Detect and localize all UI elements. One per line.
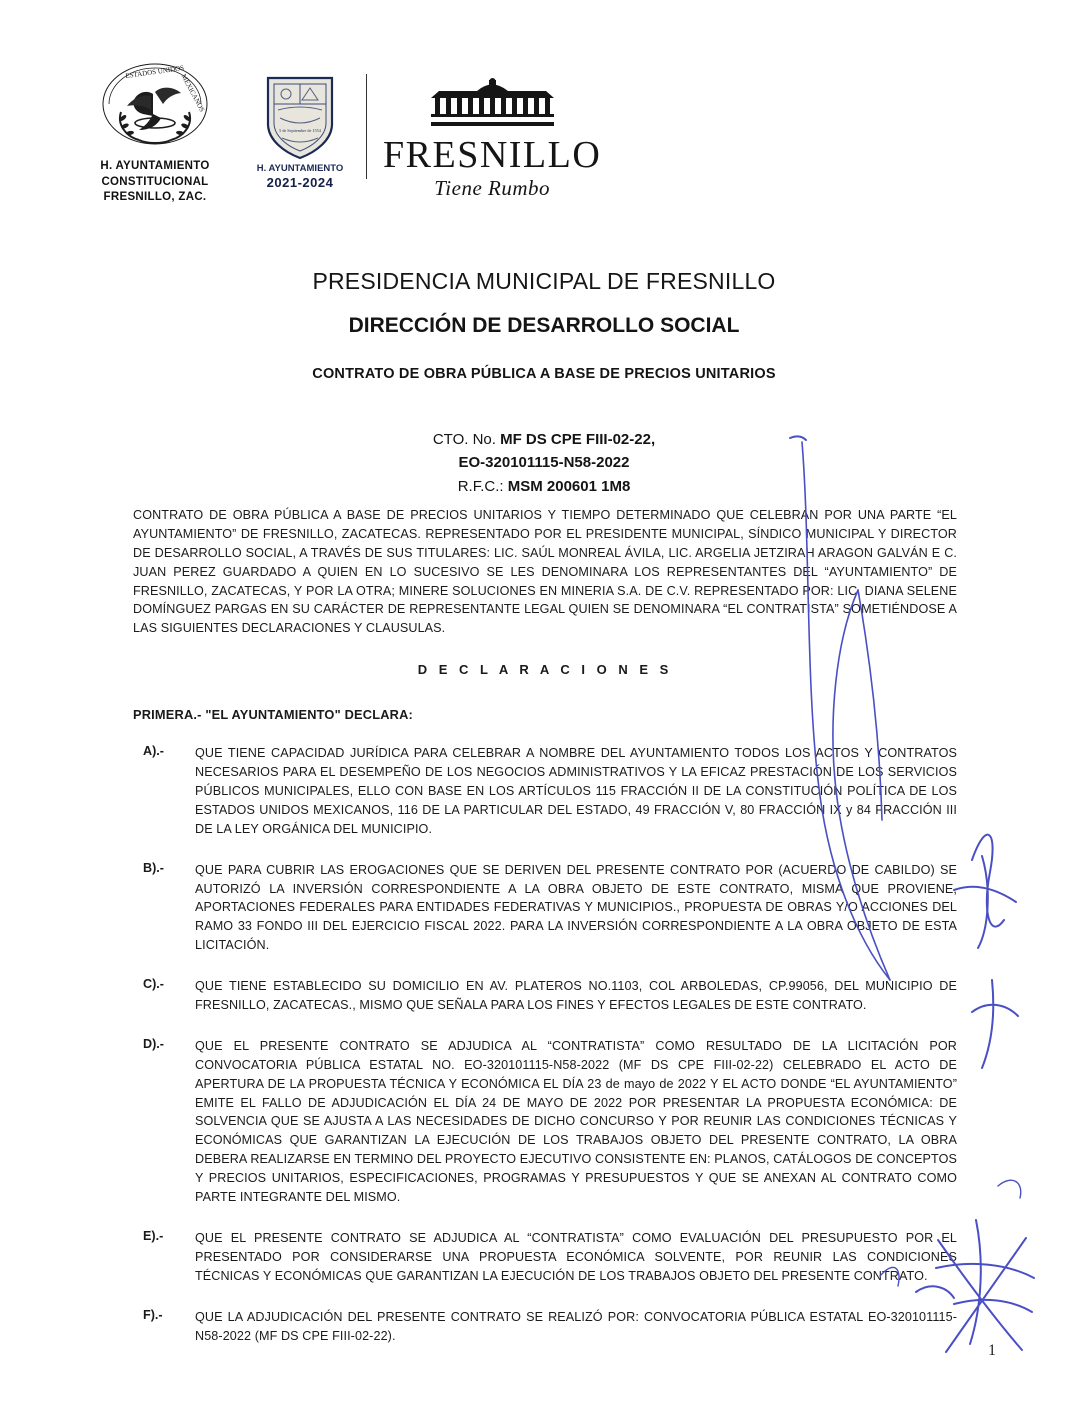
clause-text: QUE LA ADJUDICACIÓN DEL PRESENTE CONTRATO SE REALIZÓ POR: CONVOCATORIA PÚBLICA ESTATAL EO-320101115-N58-2022 (MF DS CPE FIII-02-22).: [195, 1309, 957, 1343]
shield-icon: [262, 74, 338, 160]
document-subtitle: CONTRATO DE OBRA PÚBLICA A BASE DE PRECIOS UNITARIOS: [312, 366, 776, 382]
rfc-line: [0, 475, 1088, 498]
clause-item: [133, 1308, 957, 1346]
clause-item: [133, 744, 957, 838]
shield-years: 2021-2024: [266, 175, 334, 191]
intro-paragraph: CONTRATO DE OBRA PÚBLICA A BASE DE PRECIOS UNITARIOS Y TIEMPO DETERMINADO QUE CELEBRAN POR UNA PARTE “EL AYUNTAMIENTO” DE FRESNILLO, ZACATECAS. REPRESENTADO POR EL PRESIDENTE MUNICIPAL, SÍNDICO MUNICIPAL Y DIRECTOR DE DESARROLLO SOCIAL, A TRAVÉS DE SUS TITULARES: LIC. SAÚL MONREAL ÁVILA, LIC. ARGELIA JETZIRAH ARAGON GALVÁN E C. JUAN PEREZ GUARDADO A QUIEN EN LO SUCESIVO SE LES DENOMINARA LOS REPRESENTANTES DEL “AYUNTAMIENTO” DE FRESNILLO, ZACATECAS, Y POR LA OTRA; MINERE SOLUCIONES EN MINERIA S.A. DE C.V. REPRESENTADO POR: LIC. DIANA SELENE DOMÍNGUEZ PARGAS EN SU CARÁCTER DE REPRESENTANTE LEGAL QUIEN SE DENOMINARA “EL CONTRATISTA” SOMETIÉNDOSE A LAS SIGUIENTES DECLARACIONES Y CLAUSULAS.: [133, 508, 957, 636]
national-coat-of-arms-logo: [70, 60, 240, 206]
contract-number-value: MF DS CPE FIII-02-22,: [500, 431, 656, 448]
clause-label: F).-: [143, 1307, 163, 1322]
declarations-heading: D E C L A R A C I O N E S: [417, 662, 673, 678]
page-title: PRESIDENCIA MUNICIPAL DE FRESNILLO: [312, 268, 776, 294]
clause-label: A).-: [143, 744, 164, 759]
rfc-value: MSM 200601 1M8: [507, 477, 631, 495]
svg-text:5 de Septiembre de 1554: 5 de Septiembre de 1554: [279, 128, 321, 133]
rfc-label: R.F.C.:: [457, 477, 504, 495]
municipal-shield-logo: [240, 60, 360, 190]
document-header: [70, 60, 630, 240]
document-body: [133, 506, 957, 1345]
header-divider: [366, 74, 367, 179]
clause-text: QUE TIENE CAPACIDAD JURÍDICA PARA CELEBRAR A NOMBRE DEL AYUNTAMIENTO TODOS LOS ACTOS Y CONTRATOS NECESARIOS PARA EL DESEMPEÑO DE LOS NEGOCIOS ADMINISTRATIVOS Y LA EFICAZ PRESTACIÓN DE LOS SERVICIOS PÚBLICOS MUNICIPALES, ELLO CON BASE EN LOS ARTÍCULOS 115 FRACCIÓN II DE LA CONSTITUCIÓN POLÍTICA DE LOS ESTADOS UNIDOS MEXICANOS, 116 DE LA PARTICULAR DEL ESTADO, 49 FRACCIÓN V, 80 FRACCIÓN IX y 84 FRACCIÓN III DE LA LEY ORGÁNICA DEL MUNICIPIO.: [195, 746, 957, 836]
clause-label: E).-: [143, 1228, 164, 1243]
clause-label: D).-: [143, 1036, 164, 1051]
clause-text: QUE EL PRESENTE CONTRATO SE ADJUDICA AL “CONTRATISTA” COMO RESULTADO DE LA LICITACIÓN POR CONVOCATORIA PÚBLICA ESTATAL NO. EO-320101115-N58-2022 (MF DS CPE FIII-02-22) CELEBRADO EL ACTO DE APERTURA DE LA PROPUESTA TÉCNICA Y ECONÓMICA EL DÍA 23 de mayo de 2022 Y EL ACTO DONDE “EL AYUNTAMIENTO” EMITE EL FALLO DE ADJUDICACIÓN EL DÍA 24 DE MAYO DE 2022 POR PRESENTAR LA PROPUESTA ECONÓMICA: DE SOLVENCIA QUE SE AJUSTA A LAS NECESIDADES DE DICHO CONCURSO Y POR REUNIR LAS CONDICIONES TÉCNICAS Y ECONÓMICAS QUE GARANTIZAN LA EJECUCIÓN DE LOS TRABAJOS OBJETO DEL PRESENTE CONTRATO, LA OBRA DEBERA REALIZARSE EN TERMINO DEL PROYECTO EJECUTIVO CONSISTENTE EN: PLANOS, CATÁLOGOS DE CONCEPTOS Y PRECIOS UNITARIOS, ESPECIFICACIONES, PROGRAMAS Y PRESUPUESTOS Y QUE SE ANEXAN AL CONTRATO COMO PARTE INTEGRANTE DEL MISMO.: [195, 1038, 957, 1205]
clause-item: [133, 1037, 957, 1207]
svg-text:ESTADOS UNIDOS: ESTADOS UNIDOS: [124, 63, 185, 81]
clause-item: [133, 861, 957, 955]
logo-caption-line-2: CONSTITUCIONAL: [101, 175, 209, 188]
fresnillo-brand-logo: [383, 60, 601, 201]
contract-number-line: [0, 428, 1088, 451]
clause-text: QUE PARA CUBRIR LAS EROGACIONES QUE SE DERIVEN DEL PRESENTE CONTRATO POR (ACUERDO DE CABILDO) SE AUTORIZÓ LA INVERSIÓN CORRESPONDIENTE A LA OBRA OBJETO DE ESTE CONTRATO, MISMA QUE PROVIENE, APORTACIONES FEDERALES PARA ENTIDADES FEDERATIVAS Y MUNICIPIOS., PROPUESTA DE OBRAS Y/O ACCIONES DEL RAMO 33 FONDO III DEL EJERCICIO FISCAL 2022. PARA LA INVERSIÓN CORRESPONDIENTE A LA OBRA OBJETO DE ESTA LICITACIÓN.: [195, 862, 957, 953]
logo-caption-line-3: FRESNILLO, ZAC.: [103, 191, 207, 204]
tender-number-value: EO-320101115-N58-2022: [458, 454, 630, 472]
brand-tagline: Tiene Rumbo: [434, 176, 551, 200]
brand-wordmark: FRESNILLO: [383, 134, 602, 176]
contract-reference-block: [0, 428, 1088, 498]
clause-item: [133, 977, 957, 1015]
contract-number-label: CTO. No.: [432, 431, 496, 448]
department-title: DIRECCIÓN DE DESARROLLO SOCIAL: [348, 314, 740, 337]
svg-text:MEXICANOS: MEXICANOS: [179, 72, 207, 114]
primera-heading: PRIMERA.- "EL AYUNTAMIENTO" DECLARA:: [133, 707, 414, 723]
clause-label: C).-: [143, 977, 164, 992]
national-logo-caption: [100, 159, 209, 206]
arches-icon: [425, 78, 560, 134]
clause-text: QUE TIENE ESTABLECIDO SU DOMICILIO EN AV. PLATEROS NO.1103, COL ARBOLEDAS, CP.99056, DEL MUNICIPIO DE FRESNILLO, ZACATECAS., MISMO QUE SEÑALA PARA LOS FINES Y EFECTOS LEGALES DE ESTE CONTRATO.: [195, 979, 957, 1013]
clause-text: QUE EL PRESENTE CONTRATO SE ADJUDICA AL “CONTRATISTA” COMO EVALUACIÓN DEL PRESUPUESTO POR EL PRESENTADO POR CONSIDERARSE UNA PROPUESTA ECONÓMICA SOLVENTE, POR REUNIR LAS CONDICIONES TÉCNICAS Y ECONÓMICAS QUE GARANTIZAN LA EJECUCIÓN DE LOS TRABAJOS OBJETO DEL PRESENTE CONTRATO.: [195, 1230, 957, 1283]
page-number: 1: [988, 1342, 996, 1359]
clause-label: B).-: [143, 860, 164, 875]
logo-caption-line-1: H. AYUNTAMIENTO: [100, 160, 210, 172]
clause-item: [133, 1229, 957, 1286]
tender-number-line: [0, 451, 1088, 474]
shield-caption: H. AYUNTAMIENTO: [256, 163, 344, 174]
mexican-eagle-icon: [95, 60, 215, 155]
